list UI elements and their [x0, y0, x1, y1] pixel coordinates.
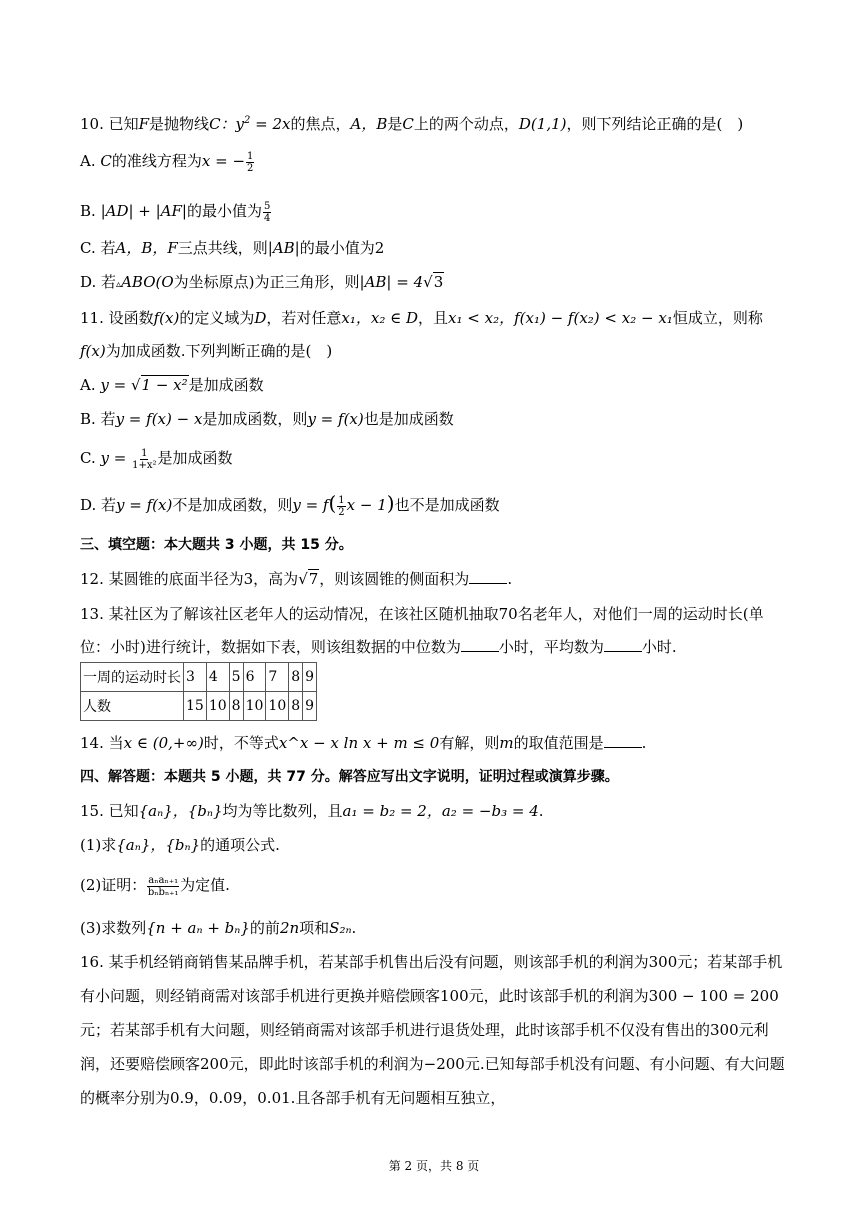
section-4-heading: 四、解答题：本题共 5 小题，共 77 分。解答应写出文字说明，证明过程或演算步骤。	[80, 769, 619, 785]
q12: 12. 某圆锥的底面半径为3，高为√7，则该圆锥的侧面积为 .	[80, 570, 513, 588]
table-row	[81, 692, 317, 721]
table-cell: 10	[206, 692, 229, 721]
q11-stem-2: f(x)为加成函数.下列判断正确的是( )	[80, 342, 333, 360]
answer-blank	[604, 637, 642, 652]
q10-option-c: C. 若A，B，F三点共线，则|AB|的最小值为2	[80, 239, 385, 257]
table-cell: 3	[184, 663, 207, 692]
table-cell: 8	[289, 663, 303, 692]
table-cell: 一周的运动时长	[81, 663, 184, 692]
q10-stem: 10. 已知F是抛物线C：$y^2 = 2x$的焦点，A，B是C上的两个动点，D(1,1)，则下列结论正确的是( )	[80, 115, 744, 133]
q16-line-1: 16. 某手机经销商销售某品牌手机，若某部手机售出后没有问题，则该部手机的利润为300元；若某部手机	[80, 953, 783, 971]
q10-option-a: A. C的准线方程为x = − $\frac{1}{2}$	[80, 150, 254, 174]
table-cell: 4	[206, 663, 229, 692]
q15-part-3: (3)求数列{n + aₙ + bₙ}的前2n项和S₂ₙ.	[80, 919, 357, 937]
answer-blank	[461, 637, 499, 652]
q11-option-b: B. 若y = f(x) − x是加成函数，则y = f(x)也是加成函数	[80, 410, 454, 428]
page-footer: 第 2 页，共 8 页	[388, 1159, 480, 1173]
table-cell: 6	[243, 663, 266, 692]
answer-blank	[469, 569, 507, 584]
q15-stem: 15. 已知{aₙ}，{bₙ}均为等比数列，且a₁ = b₂ = 2，a₂ = −b₃ = 4.	[80, 802, 544, 820]
q10-option-b: B. |AD| + |AF|的最小值为 $\frac{5}{4}$	[80, 200, 271, 224]
q13-stem: 13. 某社区为了解该社区老年人的运动情况，在该社区随机抽取70名老年人，对他们一周的运动时长(单	[80, 605, 764, 623]
table-cell: 人数	[81, 692, 184, 721]
table-cell: 9	[303, 692, 317, 721]
table-cell: 15	[184, 692, 207, 721]
table-cell: 8	[289, 692, 303, 721]
table-cell: 10	[266, 692, 289, 721]
q16-line-2: 有小问题，则经销商需对该部手机进行更换并赔偿顾客100元，此时该部手机的利润为300 − 100 = 200	[80, 987, 779, 1005]
q15-part-2: (2)证明： $\frac{\text{aₙaₙ₊₁}}{\text{bₙbₙ₊₁}}$ 为定值.	[80, 874, 230, 898]
table-cell: 10	[243, 692, 266, 721]
q11-option-c: C. y = $\frac{1}{\text{1+x²}}$ 是加成函数	[80, 447, 233, 471]
q10-option-d: D. 若▵ABO(O为坐标原点)为正三角形，则|AB| = 4√3	[80, 273, 444, 291]
q11-option-a: A. y = √1 − x²是加成函数	[80, 376, 264, 394]
q11-option-d: D. 若y = f(x)不是加成函数，则y = f( $\frac{1}{2}$ x − 1)也不是加成函数	[80, 491, 500, 518]
answer-blank	[604, 733, 642, 748]
table-cell: 5	[229, 663, 243, 692]
table-cell: 9	[303, 663, 317, 692]
section-3-heading: 三、填空题：本大题共 3 小题，共 15 分。	[80, 537, 353, 553]
q16-line-5: 的概率分别为0.9，0.09，0.01.且各部手机有无问题相互独立，	[80, 1089, 506, 1107]
table-row	[81, 663, 317, 692]
table-cell: 7	[266, 663, 289, 692]
q13-stem-2: 位：小时)进行统计，数据如下表，则该组数据的中位数为 小时，平均数为 小时.	[80, 638, 677, 656]
q11-stem: 11. 设函数f(x)的定义域为D，若对任意x₁，x₂ ∈ D，且x₁ < x₂，f(x₁) − f(x₂) < x₂ − x₁恒成立，则称	[80, 309, 763, 327]
q16-line-4: 润，还要赔偿顾客200元，即此时该部手机的利润为−200元.已知每部手机没有问题、有小问题、有大问题	[80, 1055, 785, 1073]
q13-data-table	[80, 662, 317, 721]
table-cell: 8	[229, 692, 243, 721]
q14: 14. 当x ∈ (0,+∞)时，不等式x^x − x ln x + m ≤ 0有解，则m的取值范围是 .	[80, 734, 647, 752]
q16-line-3: 元；若某部手机有大问题，则经销商需对该部手机进行退货处理，此时该部手机不仅没有售出的300元利	[80, 1021, 769, 1039]
q15-part-1: (1)求{aₙ}，{bₙ}的通项公式.	[80, 836, 280, 854]
